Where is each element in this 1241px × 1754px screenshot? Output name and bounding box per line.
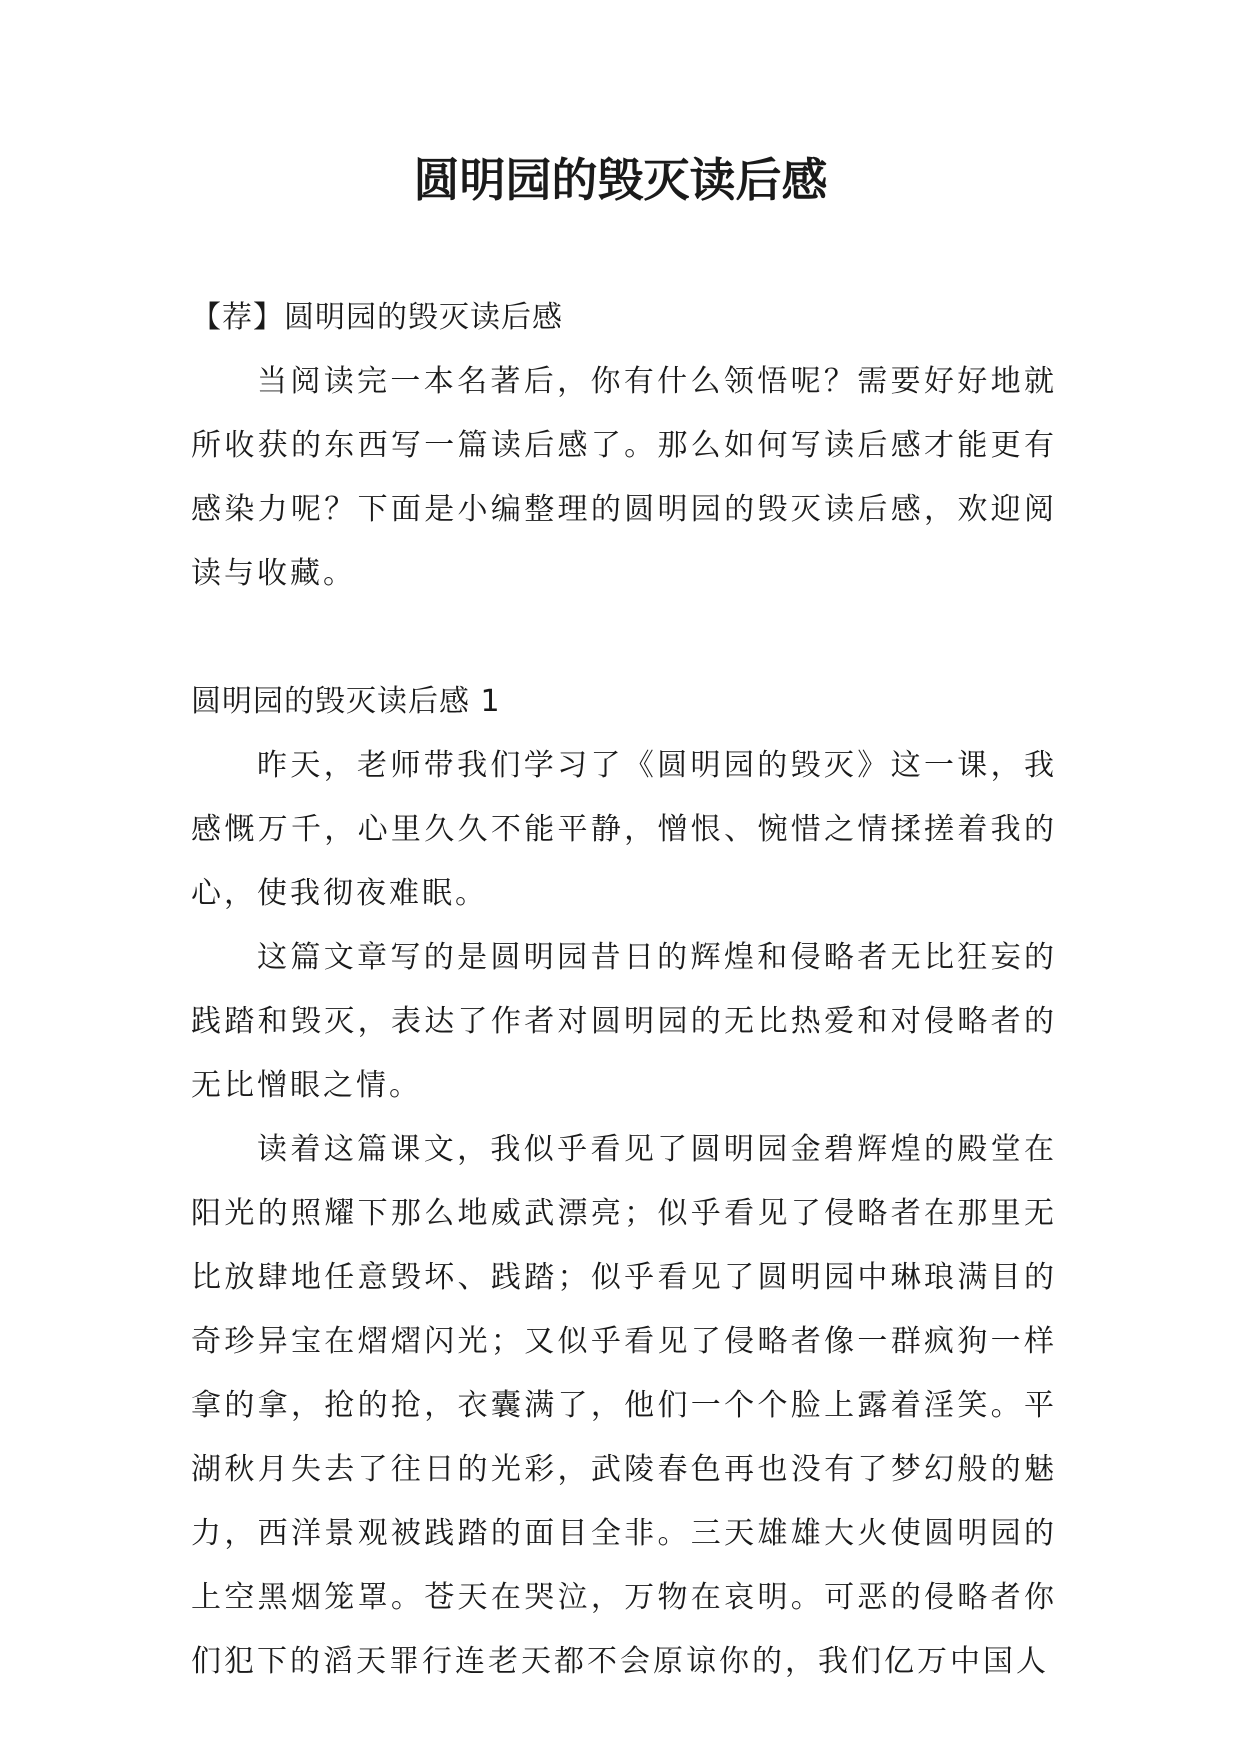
intro-paragraph: 当阅读完一本名著后，你有什么领悟呢？需要好好地就所收获的东西写一篇读后感了。那么如何写读后感才能更有感染力呢？下面是小编整理的圆明园的毁灭读后感，欢迎阅读与收藏。 xyxy=(191,364,1057,591)
body-paragraph: 读着这篇课文，我似乎看见了圆明园金碧辉煌的殿堂在阳光的照耀下那么地威武漂亮；似乎看见了侵略者在那里无比放肆地任意毁坏、践踏；似乎看见了圆明园中琳琅满目的奇珍异宝在熠熠闪光；又似乎看见了侵略者像一群疯狗一样拿的拿，抢的抢，衣囊满了，他们一个个脸上露着淫笑。平湖秋月失去了往日的光彩，武陵春色再也没有了梦幻般的魅力，西洋景观被践踏的面目全非。三天雄雄大火使圆明园的上空黑烟笼罩。苍天在哭泣，万物在哀明。可恶的侵略者你们犯下的滔天罪行连老天都不会原谅你的，我们亿万中国人 xyxy=(191,1132,1057,1679)
document-title: 圆明园的毁灭读后感 xyxy=(413,153,828,207)
body-paragraph: 昨天，老师带我们学习了《圆明园的毁灭》这一课，我感慨万千，心里久久不能平静，憎恨、惋惜之情揉搓着我的心，使我彻夜难眠。 xyxy=(191,748,1057,911)
document-body xyxy=(191,286,1057,1694)
section-heading: 圆明园的毁灭读后感 1 xyxy=(191,684,501,719)
body-paragraph: 这篇文章写的是圆明园昔日的辉煌和侵略者无比狂妄的践踏和毁灭，表达了作者对圆明园的无比热爱和对侵略者的无比憎眼之情。 xyxy=(191,940,1057,1103)
intro-tag-line: 【荐】圆明园的毁灭读后感 xyxy=(191,300,563,335)
